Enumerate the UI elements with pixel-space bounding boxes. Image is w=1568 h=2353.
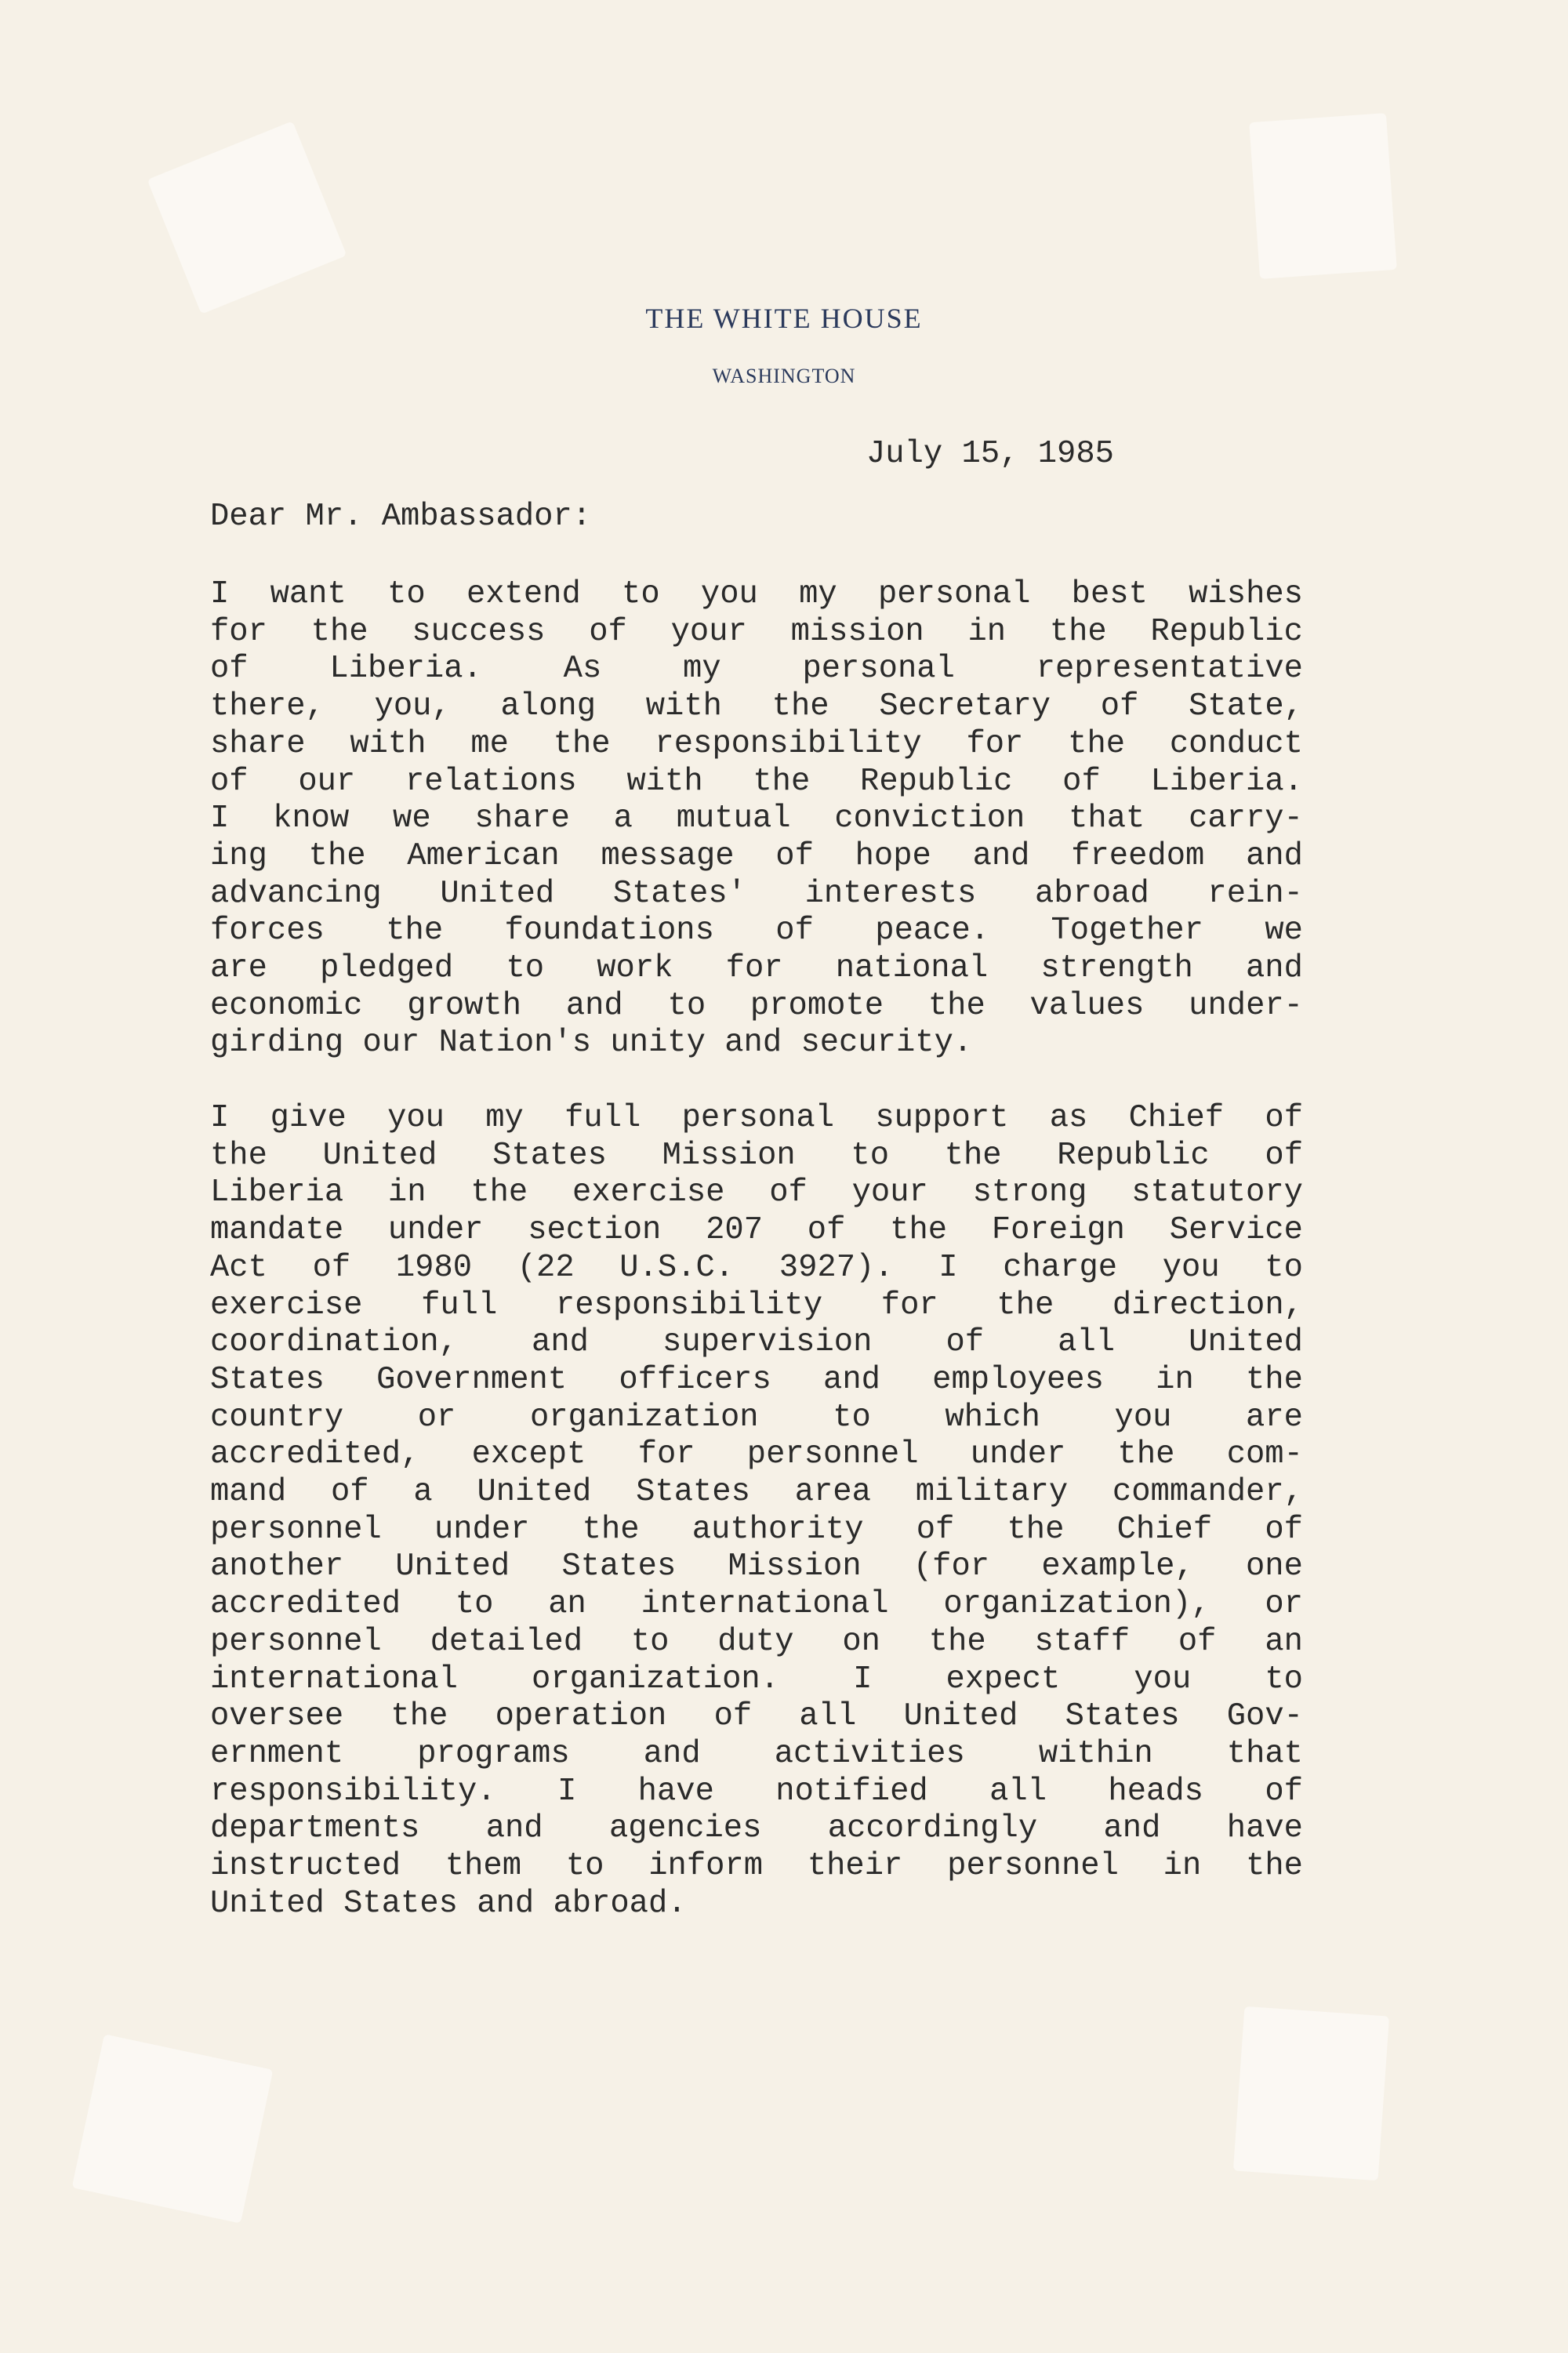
body-line: girding our Nation's unity and security. <box>210 1025 973 1062</box>
tape-mark <box>72 2034 274 2223</box>
body-line: there, you, along with the Secretary of State, <box>210 688 1303 725</box>
body-line: accredited, except for personnel under the com- <box>210 1436 1303 1473</box>
body-line: instructed them to inform their personnel in the <box>210 1848 1303 1884</box>
body-line: another United States Mission (for example, one <box>210 1549 1303 1585</box>
body-line: United States and abroad. <box>210 1885 687 1922</box>
body-line: Act of 1980 (22 U.S.C. 3927). I charge you to <box>210 1249 1303 1286</box>
tape-mark <box>1233 2006 1389 2181</box>
body-line: accredited to an international organization), or <box>210 1586 1303 1623</box>
body-line: for the success of your mission in the Republic <box>210 613 1303 650</box>
body-line: economic growth and to promote the values under- <box>210 987 1303 1024</box>
body-line: I give you my full personal support as Chief of <box>210 1100 1303 1136</box>
body-line: coordination, and supervision of all United <box>210 1324 1303 1361</box>
body-line: States Government officers and employees in the <box>210 1361 1303 1398</box>
body-line: country or organization to which you are <box>210 1399 1303 1436</box>
tape-mark <box>147 121 347 314</box>
body-line: oversee the operation of all United States Gov- <box>210 1698 1303 1735</box>
body-line: international organization. I expect you to <box>210 1661 1303 1698</box>
letter-date: July 15, 1985 <box>866 436 1114 472</box>
body-line: mand of a United States area military commander, <box>210 1474 1303 1510</box>
body-line: ing the American message of hope and freedom and <box>210 837 1303 874</box>
letterhead-title: THE WHITE HOUSE <box>645 303 923 334</box>
body-line: share with me the responsibility for the conduct <box>210 725 1303 762</box>
tape-mark <box>1249 113 1397 279</box>
body-line: the United States Mission to the Republic of <box>210 1137 1303 1174</box>
body-line: Liberia in the exercise of your strong statutory <box>210 1175 1303 1211</box>
letterhead-subtitle: WASHINGTON <box>712 365 856 387</box>
body-line: forces the foundations of peace. Together we <box>210 913 1303 950</box>
body-line: responsibility. I have notified all heads of <box>210 1773 1303 1810</box>
body-line: advancing United States' interests abroad rein- <box>210 875 1303 912</box>
body-line: of Liberia. As my personal representative <box>210 651 1303 688</box>
body-line: personnel detailed to duty on the staff of an <box>210 1623 1303 1660</box>
body-line: of our relations with the Republic of Liberia. <box>210 763 1303 800</box>
body-line: departments and agencies accordingly and have <box>210 1810 1303 1847</box>
body-line: personnel under the authority of the Chief of <box>210 1511 1303 1548</box>
body-line: I want to extend to you my personal best wishes <box>210 576 1303 612</box>
salutation: Dear Mr. Ambassador: <box>210 499 592 535</box>
body-line: ernment programs and activities within that <box>210 1735 1303 1772</box>
body-line: mandate under section 207 of the Foreign Service <box>210 1212 1303 1249</box>
body-line: I know we share a mutual conviction that carry- <box>210 801 1303 837</box>
body-line: are pledged to work for national strength and <box>210 950 1303 986</box>
body-line: exercise full responsibility for the direction, <box>210 1287 1303 1324</box>
